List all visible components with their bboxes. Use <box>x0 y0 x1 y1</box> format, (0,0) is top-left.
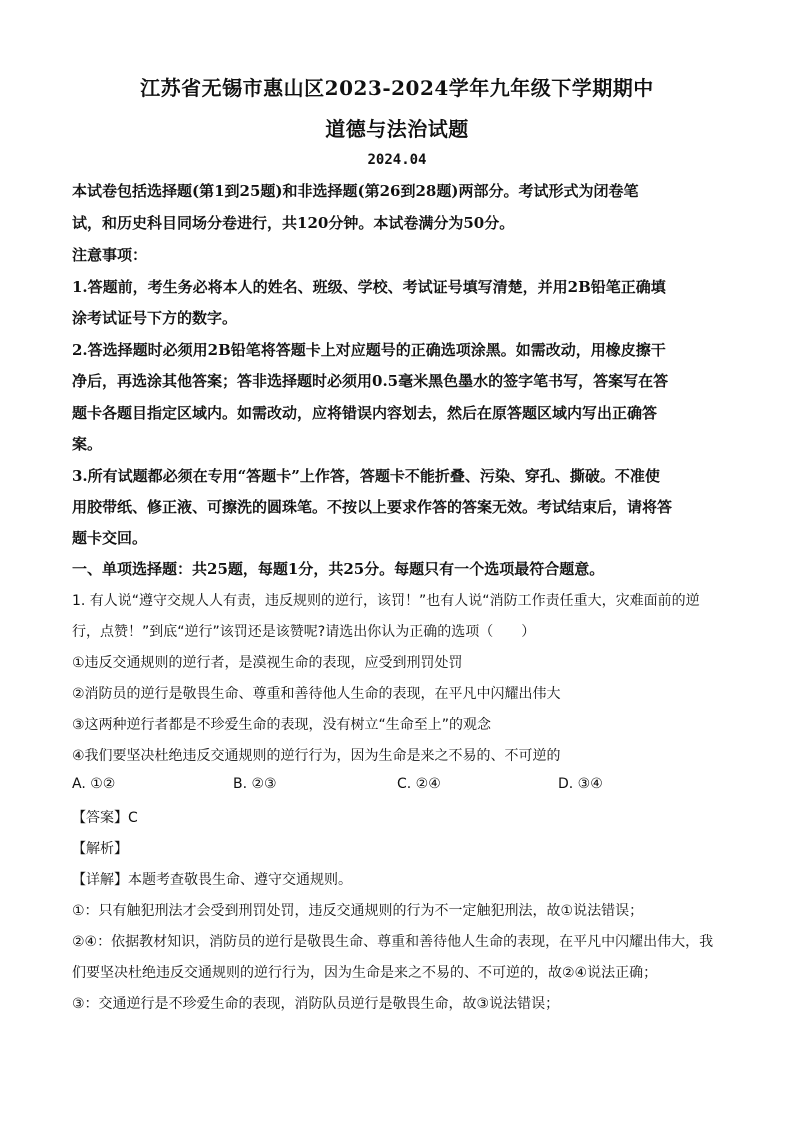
q1-stem-line-2: 行，点赞！”到底“逆行”该罚还是该赞呢?请选出你认为正确的选项（ ） <box>72 624 536 640</box>
q1-detail-2-line-1: ②④：依据教材知识，消防员的逆行是敬畏生命、尊重和善待他人生命的表现，在平凡中闪耀出伟大，我 <box>72 934 714 950</box>
q1-detail-1: ①：只有触犯刑法才会受到刑罚处罚，违反交通规则的行为不一定触犯刑法，故①说法错误； <box>72 903 644 919</box>
exam-subtitle: 道德与法治试题 <box>325 117 469 141</box>
q1-analysis-label: 【解析】 <box>72 841 128 857</box>
notice-item-2-line-4: 案。 <box>72 435 103 453</box>
notice-item-2-line-1: 2.答选择题时必须用2B铅笔将答题卡上对应题号的正确选项涂黑。如需改动，用橡皮擦干 <box>72 341 666 359</box>
q1-statement-1: ①违反交通规则的逆行者，是漠视生命的表现，应受到刑罚处罚 <box>72 655 463 671</box>
notice-item-3-line-1: 3.所有试题都必须在专用“答题卡”上作答，答题卡不能折叠、污染、穿孔、撕破。不准使 <box>72 467 660 485</box>
notice-item-3-line-3: 题卡交回。 <box>72 529 148 547</box>
q1-detail-line: 【详解】本题考查敬畏生命、遵守交通规则。 <box>72 872 352 888</box>
q1-statement-4: ④我们要坚决杜绝违反交通规则的逆行行为，因为生命是来之不易的、不可逆的 <box>72 748 561 764</box>
notice-item-1-line-2: 涂考试证号下方的数字。 <box>72 309 238 327</box>
q1-statement-3: ③这两种逆行者都是不珍爱生命的表现，没有树立“生命至上”的观念 <box>72 717 492 733</box>
answer-value: C <box>128 810 138 826</box>
q1-answer <box>72 807 732 827</box>
notice-item-3-line-2: 用胶带纸、修正液、可擦洗的圆珠笔。不按以上要求作答的答案无效。考试结束后，请将答 <box>72 498 673 516</box>
notice-item-1-line-1: 1.答题前，考生务必将本人的姓名、班级、学校、考试证号填写清楚，并用2B铅笔正确填 <box>72 278 666 296</box>
q1-detail-2-line-2: 们要坚决杜绝违反交通规则的逆行行为，因为生命是来之不易的、不可逆的，故②④说法正确； <box>72 965 658 981</box>
intro-line-1: 本试卷包括选择题(第1到25题)和非选择题(第26到28题)两部分。考试形式为闭卷笔 <box>72 182 639 200</box>
exam-date: 2024.04 <box>367 152 427 168</box>
q1-statement-2: ②消防员的逆行是敬畏生命、尊重和善待他人生命的表现，在平凡中闪耀出伟大 <box>72 686 561 702</box>
q1-stem-line-1: 1. 有人说“遵守交规人人有责，违反规则的逆行，该罚！”也有人说“消防工作责任重大，灾难面前的逆 <box>72 593 700 609</box>
notice-heading: 注意事项： <box>72 246 148 264</box>
q1-option-c: C. ②④ <box>397 776 441 792</box>
q1-option-b: B. ②③ <box>233 776 277 792</box>
q1-option-d: D. ③④ <box>558 776 603 792</box>
q1-detail-3: ③：交通逆行是不珍爱生命的表现，消防队员逆行是敬畏生命，故③说法错误； <box>72 996 560 1012</box>
notice-item-2-line-2: 净后，再选涂其他答案；答非选择题时必须用0.5毫米黑色墨水的签字笔书写，答案写在答 <box>72 372 669 390</box>
intro-line-2: 试，和历史科目同场分卷进行，共120分钟。本试卷满分为50分。 <box>72 214 515 232</box>
q1-option-a: A. ①② <box>72 776 116 792</box>
notice-item-2-line-3: 题卡各题目指定区域内。如需改动，应将错误内容划去，然后在原答题区域内写出正确答 <box>72 404 658 422</box>
section-1-heading: 一、单项选择题：共25题，每题1分，共25分。每题只有一个选项最符合题意。 <box>72 560 605 578</box>
exam-title: 江苏省无锡市惠山区2023-2024学年九年级下学期期中 <box>140 76 654 100</box>
answer-label: 【答案】 <box>72 810 128 826</box>
